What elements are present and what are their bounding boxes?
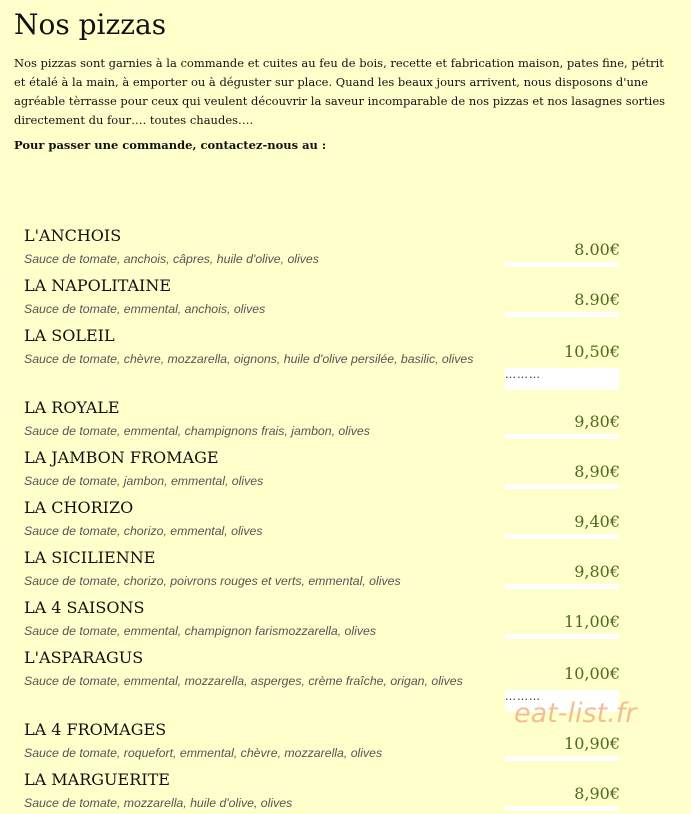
item-description: Sauce de tomate, emmental, champignons frais, jambon, olives: [24, 424, 370, 438]
menu-item: [0, 498, 691, 542]
item-price: 9,80€: [574, 562, 620, 581]
item-description: Sauce de tomate, emmental, champignon farismozzarella, olives: [24, 624, 376, 638]
item-name: LA MARGUERITE: [24, 770, 170, 789]
item-description: Sauce de tomate, emmental, anchois, olives: [24, 302, 266, 316]
item-name: LA ROYALE: [24, 398, 120, 417]
item-description: Sauce de tomate, chorizo, emmental, olives: [24, 524, 263, 538]
item-name: LA NAPOLITAINE: [24, 276, 171, 295]
item-name: LA CHORIZO: [24, 498, 134, 517]
item-name: LA JAMBON FROMAGE: [24, 448, 219, 467]
contact-line: Pour passer une commande, contactez-nous au :: [14, 138, 327, 152]
item-price: 8,90€: [574, 462, 620, 481]
watermark-logo: eat-list.fr: [514, 698, 637, 729]
item-description: Sauce de tomate, chèvre, mozzarella, oignons, huile d'olive persilée, basilic, olives: [24, 352, 474, 366]
item-price: 8.90€: [574, 290, 620, 309]
item-price: 11,00€: [564, 612, 620, 631]
menu-item: [0, 398, 691, 442]
menu-item: [0, 276, 691, 320]
menu-item: [0, 548, 691, 592]
price-box: [505, 434, 619, 439]
item-price: 10,50€: [564, 342, 620, 361]
item-name: LA 4 FROMAGES: [24, 720, 167, 739]
price-box: [505, 534, 619, 539]
price-box: [505, 634, 619, 639]
intro-paragraph: Nos pizzas sont garnies à la commande et cuites au feu de bois, recette et fabrication maison, pates fine, pétrit et étalé à la main, à emporter ou à déguster sur place. Quand les beaux jours arrivent, nous disposons d'une agréable tèrrasse pour ceux qui veulent découvrir la saveur incomparable de nos pizzas et nos lasagnes sorties directement du four…. toutes chaudes….: [14, 56, 666, 127]
page-title: Nos pizzas: [14, 8, 167, 41]
item-description: Sauce de tomate, roquefort, emmental, chèvre, mozzarella, olives: [24, 746, 383, 760]
item-price: 8,90€: [574, 784, 620, 803]
item-price: 10,00€: [564, 664, 620, 683]
menu-item: [0, 448, 691, 492]
item-name: L'ANCHOIS: [24, 226, 122, 245]
item-price: 9,80€: [574, 412, 620, 431]
item-description: Sauce de tomate, jambon, emmental, olives: [24, 474, 264, 488]
item-dots: ………: [505, 690, 541, 703]
item-description: Sauce de tomate, mozzarella, huile d'olive, olives: [24, 796, 293, 810]
price-box: [505, 756, 619, 761]
item-price: 10,90€: [564, 734, 620, 753]
menu-item: [0, 770, 691, 814]
item-price: 9,40€: [574, 512, 620, 531]
item-name: LA SOLEIL: [24, 326, 115, 345]
item-name: L'ASPARAGUS: [24, 648, 144, 667]
price-box: [505, 584, 619, 589]
price-box: [505, 262, 619, 267]
item-description: Sauce de tomate, emmental, mozzarella, asperges, crème fraîche, origan, olives: [24, 674, 463, 688]
item-description: Sauce de tomate, chorizo, poivrons rouges et verts, emmental, olives: [24, 574, 401, 588]
item-name: LA 4 SAISONS: [24, 598, 145, 617]
price-box: [505, 312, 619, 317]
item-dots: ………: [505, 368, 541, 381]
menu-item: [0, 598, 691, 642]
item-description: Sauce de tomate, anchois, câpres, huile d'olive, olives: [24, 252, 319, 266]
menu-item: [0, 326, 691, 392]
menu-item: [0, 226, 691, 270]
item-price: 8.00€: [574, 240, 620, 259]
price-box: [505, 806, 619, 811]
price-box: [505, 484, 619, 489]
item-name: LA SICILIENNE: [24, 548, 156, 567]
